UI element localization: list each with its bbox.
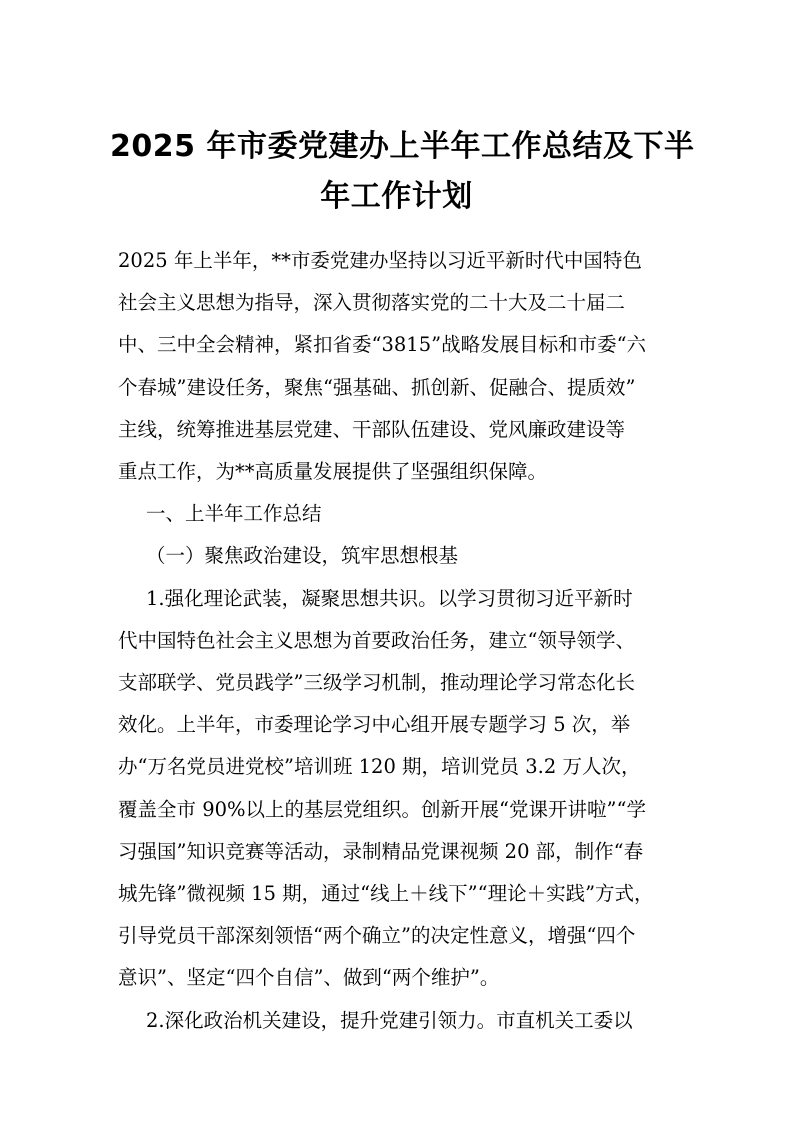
document-title	[110, 122, 695, 222]
intro-line: 个春城”建设任务，聚焦“强基础、抓创新、促融合、提质效”	[118, 375, 636, 399]
item-1-paragraph	[118, 578, 676, 1000]
title-line-1: 2025 年市委党建办上半年工作总结及下半	[110, 129, 695, 164]
item-2-paragraph	[118, 1000, 676, 1042]
item-1-line: 城先锋”微视频 15 期，通过“线上＋线下”“理论＋实践”方式，	[118, 882, 654, 906]
intro-paragraph	[118, 240, 676, 493]
intro-line: 社会主义思想为指导，深入贯彻落实党的二十大及二十届二	[118, 291, 626, 315]
document-body	[118, 240, 676, 1042]
title-line-2: 年工作计划	[320, 179, 473, 214]
intro-line: 重点工作，为**高质量发展提供了坚强组织保障。	[118, 460, 548, 484]
item-1-line: 办“万名党员进党校”培训班 120 期，培训党员 3.2 万人次，	[118, 755, 641, 779]
item-2-line: 2.深化政治机关建设，提升党建引领力。市直机关工委以	[146, 1008, 633, 1032]
section-heading-1: 一、上半年工作总结	[146, 502, 322, 526]
item-1-line: 代中国特色社会主义思想为首要政治任务，建立“领导领学、	[118, 628, 635, 652]
item-1-line: 意识”、坚定“四个自信”、做到“两个维护”。	[118, 966, 500, 990]
subsection-heading-1: （一）聚焦政治建设，筑牢思想根基	[146, 544, 459, 568]
item-1-line: 支部联学、党员践学”三级学习机制，推动理论学习常态化长	[118, 671, 635, 695]
item-1-line: 引导党员干部深刻领悟“两个确立”的决定性意义，增强“四个	[118, 924, 636, 948]
intro-line: 中、三中全会精神，紧扣省委“3815”战略发展目标和市委“六	[118, 333, 647, 357]
item-1-line: 习强国”知识竞赛等活动，录制精品党课视频 20 部，制作“春	[118, 839, 644, 863]
item-1-line: 效化。上半年，市委理论学习中心组开展专题学习 5 次，举	[118, 713, 631, 737]
item-1-line: 覆盖全市 90%以上的基层党组织。创新开展“党课开讲啦”“学	[118, 797, 646, 821]
intro-line: 主线，统筹推进基层党建、干部队伍建设、党风廉政建设等	[118, 417, 626, 441]
item-1-line: 1.强化理论武装，凝聚思想共识。以学习贯彻习近平新时	[146, 586, 633, 610]
intro-line: 2025 年上半年，**市委党建办坚持以习近平新时代中国特色	[118, 249, 642, 272]
